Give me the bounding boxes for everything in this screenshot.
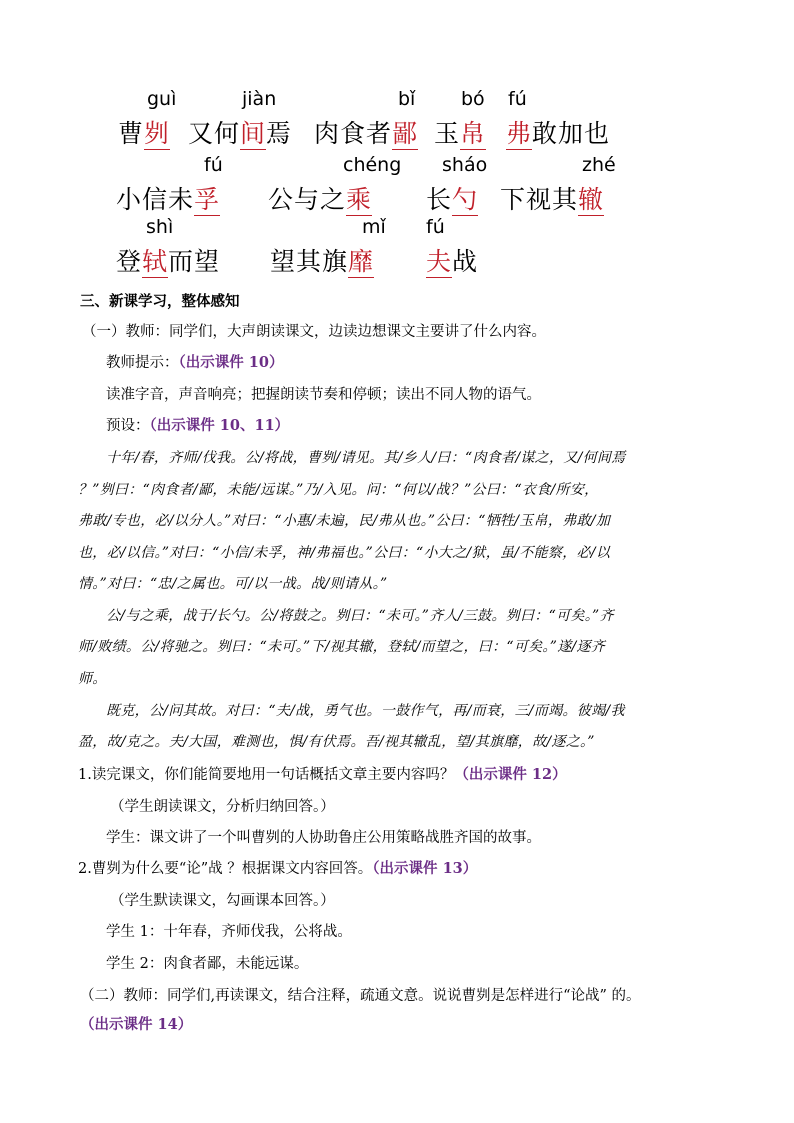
student-answer: 学生 1：十年春，齐师伐我，公将战。 — [106, 924, 352, 940]
phrase: 夫战 — [426, 247, 479, 276]
classical-text-line: ？”刿曰：“肉食者/鄙，未能/远谋。”乃/入见。问：“何以/战？”公曰：“衣食/所安， — [78, 482, 599, 498]
classical-text-line: 师。 — [78, 671, 107, 687]
student-note: （学生默读课文，勾画课本回答。） — [110, 893, 335, 909]
pinyin-row-1 — [0, 88, 794, 150]
classical-text-line: 也，必/以信。”对曰：“小信/未孚，神/弗福也。”公曰：“小大之/狱，虽/不能察，必/以 — [78, 545, 611, 561]
student-note: （学生朗读课文，分析归纳回答。） — [110, 799, 335, 815]
phrase: 曹刿 — [118, 119, 171, 148]
preset: 预设：（出示课件 10、11） — [106, 417, 290, 434]
classical-text-line: 师/败绩。公/将驰之。刿曰：“未可。”下/视其辙，登轼/而望之，曰：“可矣。”遂/逐齐 — [78, 639, 606, 655]
courseware-ref: （出示课件 12） — [454, 766, 567, 783]
classical-text-line: 盈，故/克之。夫/大国，难测也，惧/有伏焉。吾/视其辙乱，望/其旗靡，故/逐之。” — [78, 734, 595, 750]
student-answer: 学生 2：肉食者鄙，未能远谋。 — [106, 956, 309, 972]
classical-text-line: 弗敢/专也，必/以分人。”对曰：“小惠/未遍，民/弗从也。”公曰：“牺牲/玉帛，弗敢/加 — [78, 513, 611, 529]
pinyin-row-3 — [0, 216, 794, 278]
courseware-ref: （出示课件 13） — [372, 860, 478, 877]
phrase: 弗敢加也 — [506, 119, 611, 148]
hint-text: 读准字音，声音响亮；把握朗读节奏和停顿；读出不同人物的语气。 — [106, 387, 541, 403]
classical-text-line: 情。”对曰：“忠/之属也。可/以一战。战/则请从。” — [78, 576, 388, 592]
classical-text-line: 公/与之乘，战于/长勺。公/将鼓之。刿曰：“未可。”齐人/三鼓。刿曰：“可矣。”齐 — [106, 608, 614, 624]
phrase: 下视其辙 — [500, 185, 605, 214]
pinyin: chéng — [343, 154, 402, 176]
section-heading: 三、新课学习，整体感知 — [80, 293, 240, 310]
student-answer: 学生：课文讲了一个叫曹刿的人协助鲁庄公用策略战胜齐国的故事。 — [106, 830, 541, 846]
question-1: 1.读完课文，你们能简要地用一句话概括文章主要内容吗？（出示课件 12） — [78, 766, 567, 783]
part2-label: （二）教师：同学们,再读课文，结合注释，疏通文意。说说曹刿是怎样进行“论战” 的。 — [80, 988, 641, 1004]
pinyin: fú — [426, 216, 445, 238]
pinyin-row-2 — [0, 154, 794, 216]
phrase: 公与之乘 — [268, 185, 373, 214]
pinyin: fú — [204, 154, 223, 176]
phrase: 肉食者鄙 — [314, 119, 419, 148]
phrase: 登轼而望 — [116, 247, 221, 276]
pinyin: mǐ — [362, 216, 386, 238]
pinyin: fú — [508, 88, 527, 110]
phrase: 长勺 — [426, 185, 479, 214]
courseware-ref: （出示课件 10） — [178, 354, 284, 371]
pinyin: sháo — [442, 154, 488, 176]
pinyin: zhé — [582, 154, 616, 176]
courseware-ref: （出示课件 14） — [80, 1016, 193, 1033]
classical-text-line: 既克，公/问其故。对曰：“夫/战，勇气也。一鼓作气，再/而衰，三/而竭。彼竭/我 — [106, 703, 625, 719]
courseware-ref: （出示课件 10、11） — [149, 417, 290, 434]
phrase: 玉帛 — [434, 119, 487, 148]
pinyin: guì — [147, 88, 177, 110]
phrase: 又何间焉 — [188, 119, 293, 148]
teacher-hint: 教师提示：（出示课件 10） — [106, 354, 284, 371]
part1-label: （一）教师：同学们，大声朗读课文，边读边想课文主要讲了什么内容。 — [82, 324, 546, 340]
pinyin: bǐ — [398, 88, 416, 110]
pinyin: shì — [146, 216, 174, 238]
pinyin: bó — [461, 88, 485, 110]
phrase: 望其旗靡 — [270, 247, 375, 276]
question-2: 2.曹刿为什么要“论”战 ？根据课文内容回答。（出示课件 13） — [78, 860, 478, 877]
pinyin: jiàn — [242, 88, 277, 110]
phrase: 小信未孚 — [116, 185, 221, 214]
classical-text-line: 十年/春，齐师/伐我。公/将战，曹刿/请见。其/乡人/曰：“肉食者/谋之，又/何间焉 — [106, 450, 626, 466]
